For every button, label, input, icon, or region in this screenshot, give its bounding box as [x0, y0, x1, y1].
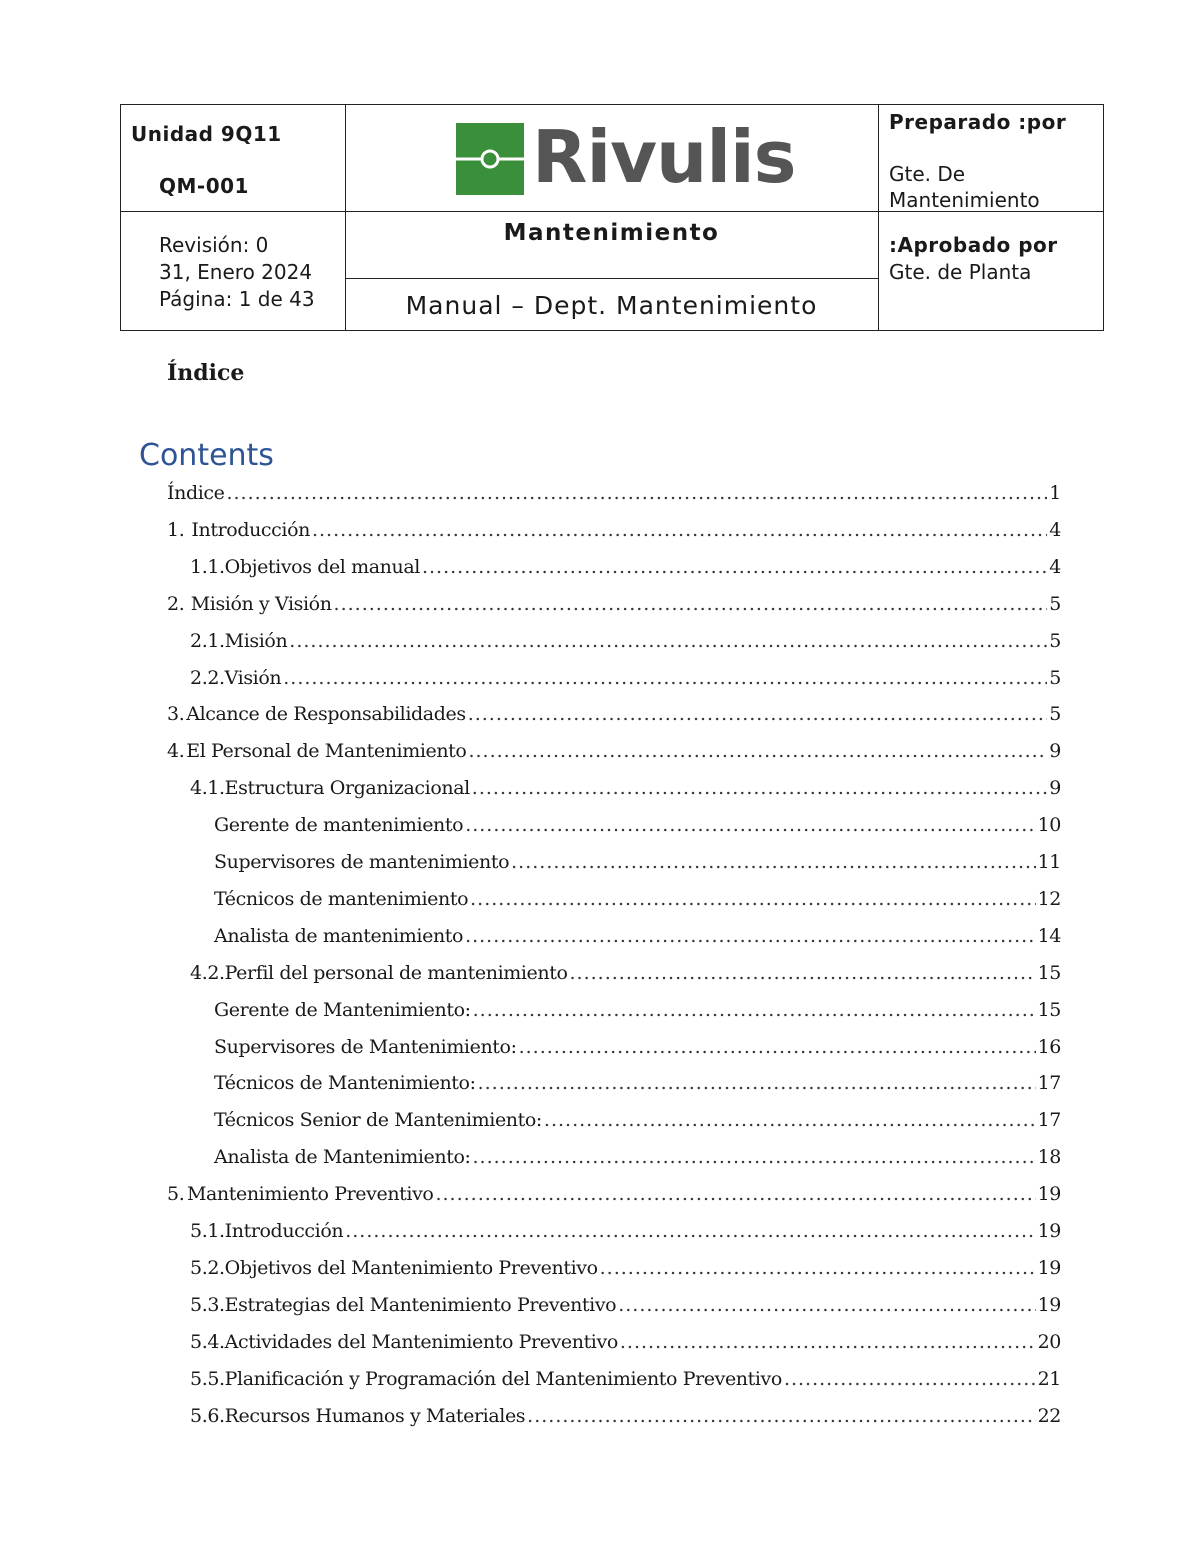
toc-dot-leader — [784, 1361, 1036, 1397]
toc-entry-number: 5.5. — [190, 1367, 225, 1390]
toc-entry-page: 15 — [1037, 998, 1061, 1021]
toc-entry[interactable] — [190, 955, 1061, 991]
approved-label: :Aprobado por — [889, 233, 1058, 257]
toc-entry-number: 4.1. — [190, 777, 225, 800]
toc-entry-title: Recursos Humanos y Materiales — [224, 1404, 526, 1427]
toc-entry-title: Estructura Organizacional — [224, 777, 470, 800]
toc-entry-page: 11 — [1037, 851, 1061, 873]
contents-heading: Contents — [139, 438, 274, 473]
doc-code: QM-001 — [159, 174, 249, 198]
toc-entry[interactable] — [190, 1398, 1061, 1434]
prepared-by: Gte. De Mantenimiento — [889, 162, 1040, 212]
toc-entry[interactable] — [190, 623, 1061, 659]
toc-entry-title: Planificación y Programación del Mantenimiento Preventivo — [224, 1367, 782, 1390]
toc-entry-page: 17 — [1037, 1072, 1061, 1095]
toc-dot-leader — [544, 1102, 1036, 1138]
toc-entry[interactable] — [214, 881, 1061, 917]
toc-entry-page: 19 — [1037, 1220, 1061, 1242]
toc-entry-page: 17 — [1037, 1109, 1061, 1132]
toc-dot-leader — [600, 1250, 1036, 1286]
toc-entry-title: Introducción — [191, 518, 310, 541]
logo-wordmark: Rivulis — [532, 115, 796, 199]
toc-entry[interactable] — [190, 549, 1061, 585]
toc-entry-title: Supervisores de mantenimiento — [214, 851, 510, 873]
toc-entry-number: 2.2. — [190, 666, 225, 689]
toc-entry[interactable] — [214, 918, 1061, 954]
toc-entry-page: 19 — [1037, 1256, 1061, 1279]
document-header-table — [120, 104, 1104, 331]
toc-dot-leader — [511, 844, 1035, 880]
toc-entry-page: 19 — [1037, 1293, 1061, 1316]
toc-dot-leader — [468, 733, 1047, 769]
toc-entry-number: 1.1. — [190, 555, 225, 578]
toc-entry-number: 5.4. — [190, 1330, 225, 1353]
toc-entry-title: Técnicos de mantenimiento — [214, 887, 469, 910]
toc-dot-leader — [473, 1139, 1036, 1175]
toc-entry-page: 5 — [1049, 666, 1061, 689]
toc-entry-number: 2.1. — [190, 629, 225, 652]
toc-entry[interactable] — [190, 1287, 1061, 1323]
toc-entry[interactable] — [214, 844, 1061, 880]
toc-entry[interactable] — [167, 733, 1061, 769]
toc-entry-page: 16 — [1037, 1035, 1061, 1058]
header-divider — [878, 105, 879, 330]
toc-entry-number: 5.1. — [190, 1220, 225, 1242]
toc-entry[interactable] — [214, 1102, 1061, 1138]
toc-dot-leader — [527, 1398, 1035, 1434]
toc-entry-page: 20 — [1037, 1330, 1061, 1353]
revision-date: 31, Enero 2024 — [159, 260, 313, 284]
toc-entry[interactable] — [167, 696, 1061, 732]
prepared-label: Preparado :por — [889, 110, 1067, 134]
toc-entry[interactable] — [190, 770, 1061, 806]
toc-entry-title: Analista de Mantenimiento: — [214, 1146, 471, 1169]
toc-dot-leader — [345, 1213, 1035, 1249]
toc-entry[interactable] — [214, 1065, 1061, 1101]
toc-dot-leader — [422, 549, 1047, 585]
toc-dot-leader — [618, 1287, 1035, 1323]
toc-entry[interactable] — [167, 1176, 1061, 1212]
toc-entry[interactable] — [214, 1139, 1061, 1175]
toc-entry-title: Perfil del personal de mantenimiento — [224, 961, 568, 984]
rivulis-logo-icon — [456, 123, 524, 195]
department-title: Mantenimiento — [503, 220, 720, 246]
toc-entry-page: 9 — [1049, 777, 1061, 800]
toc-dot-leader — [312, 512, 1047, 548]
revision: Revisión: 0 — [159, 233, 269, 257]
toc-entry-title: Alcance de Responsabilidades — [186, 703, 466, 726]
toc-dot-leader — [289, 623, 1047, 659]
toc-entry-title: Técnicos Senior de Mantenimiento: — [214, 1109, 542, 1132]
toc-entry-page: 4 — [1049, 518, 1061, 541]
toc-dot-leader — [470, 881, 1035, 917]
toc-entry[interactable] — [190, 660, 1061, 696]
toc-entry[interactable] — [190, 1213, 1061, 1249]
toc-entry[interactable] — [214, 992, 1061, 1028]
toc-entry-title: Gerente de Mantenimiento: — [214, 998, 471, 1021]
toc-entry-number: 5.3. — [190, 1293, 225, 1316]
manual-title: Manual – Dept. Mantenimiento — [405, 291, 818, 320]
toc-entry-title: Actividades del Mantenimiento Preventivo — [224, 1330, 618, 1353]
toc-entry[interactable] — [214, 807, 1061, 843]
toc-entry-page: 14 — [1037, 924, 1061, 947]
toc-entry-title: El Personal de Mantenimiento — [186, 740, 467, 763]
toc-entry-page: 22 — [1037, 1404, 1061, 1427]
toc-entry-page: 19 — [1037, 1183, 1061, 1206]
toc-dot-leader — [570, 955, 1036, 991]
toc-entry-title: Objetivos del Mantenimiento Preventivo — [224, 1256, 598, 1279]
toc-entry[interactable] — [190, 1361, 1061, 1397]
toc-dot-leader — [478, 1065, 1036, 1101]
toc-entry-title: Índice — [167, 482, 225, 504]
toc-entry-number: 4. — [167, 740, 185, 763]
toc-entry-number: 4.2. — [190, 961, 225, 984]
toc-entry-page: 21 — [1037, 1367, 1061, 1390]
toc-entry[interactable] — [167, 475, 1061, 511]
toc-dot-leader — [435, 1176, 1035, 1212]
toc-entry[interactable] — [190, 1324, 1061, 1360]
toc-entry-number: 5.2. — [190, 1256, 225, 1279]
toc-entry-title: Misión y Visión — [190, 592, 332, 615]
toc-entry-number: 1. — [167, 518, 185, 541]
toc-entry[interactable] — [167, 512, 1061, 548]
toc-dot-leader — [334, 586, 1048, 622]
toc-dot-leader — [468, 696, 1048, 732]
company-logo — [456, 115, 796, 199]
toc-entry-title: Analista de mantenimiento — [214, 924, 464, 947]
approved-by: Gte. de Planta — [889, 260, 1032, 284]
toc-dot-leader — [472, 770, 1048, 806]
toc-entry-page: 18 — [1037, 1146, 1061, 1169]
toc-dot-leader — [465, 918, 1036, 954]
toc-entry-page: 4 — [1049, 555, 1061, 578]
toc-entry-title: Mantenimiento Preventivo — [186, 1183, 434, 1206]
toc-dot-leader — [473, 992, 1036, 1028]
toc-entry-page: 12 — [1037, 887, 1061, 910]
toc-entry[interactable] — [214, 1029, 1061, 1065]
toc-entry-title: Gerente de mantenimiento — [214, 814, 464, 837]
toc-entry-page: 5 — [1049, 629, 1061, 652]
toc-entry-page: 1 — [1049, 482, 1061, 504]
toc-dot-leader — [519, 1029, 1036, 1065]
toc-entry[interactable] — [167, 586, 1061, 622]
toc-entry[interactable] — [190, 1250, 1061, 1286]
toc-entry-page: 10 — [1037, 814, 1061, 837]
toc-entry-page: 5 — [1049, 703, 1061, 726]
toc-entry-number: 5.6. — [190, 1404, 225, 1427]
toc-entry-number: 2. — [167, 592, 185, 615]
toc-entry-title: Introducción — [224, 1220, 344, 1242]
toc-entry-title: Supervisores de Mantenimiento: — [214, 1035, 517, 1058]
toc-dot-leader — [283, 660, 1047, 696]
toc-entry-title: Estrategias del Mantenimiento Preventivo — [224, 1293, 617, 1316]
toc-entry-title: Objetivos del manual — [224, 555, 420, 578]
toc-dot-leader — [226, 475, 1047, 511]
toc-entry-title: Técnicos de Mantenimiento: — [214, 1072, 476, 1095]
toc-entry-page: 5 — [1049, 592, 1061, 615]
indice-heading: Índice — [167, 360, 245, 386]
toc-entry-title: Visión — [224, 666, 282, 689]
page-count: Página: 1 de 43 — [159, 287, 315, 311]
toc-dot-leader — [465, 807, 1035, 843]
header-divider — [345, 278, 878, 279]
toc-dot-leader — [620, 1324, 1036, 1360]
toc-entry-page: 15 — [1037, 961, 1061, 984]
toc-entry-number: 3. — [167, 703, 185, 726]
toc-entry-title: Misión — [224, 629, 288, 652]
toc-entry-number: 5. — [167, 1183, 185, 1206]
unit-label: Unidad 9Q11 — [131, 122, 282, 146]
toc-entry-page: 9 — [1049, 740, 1061, 763]
